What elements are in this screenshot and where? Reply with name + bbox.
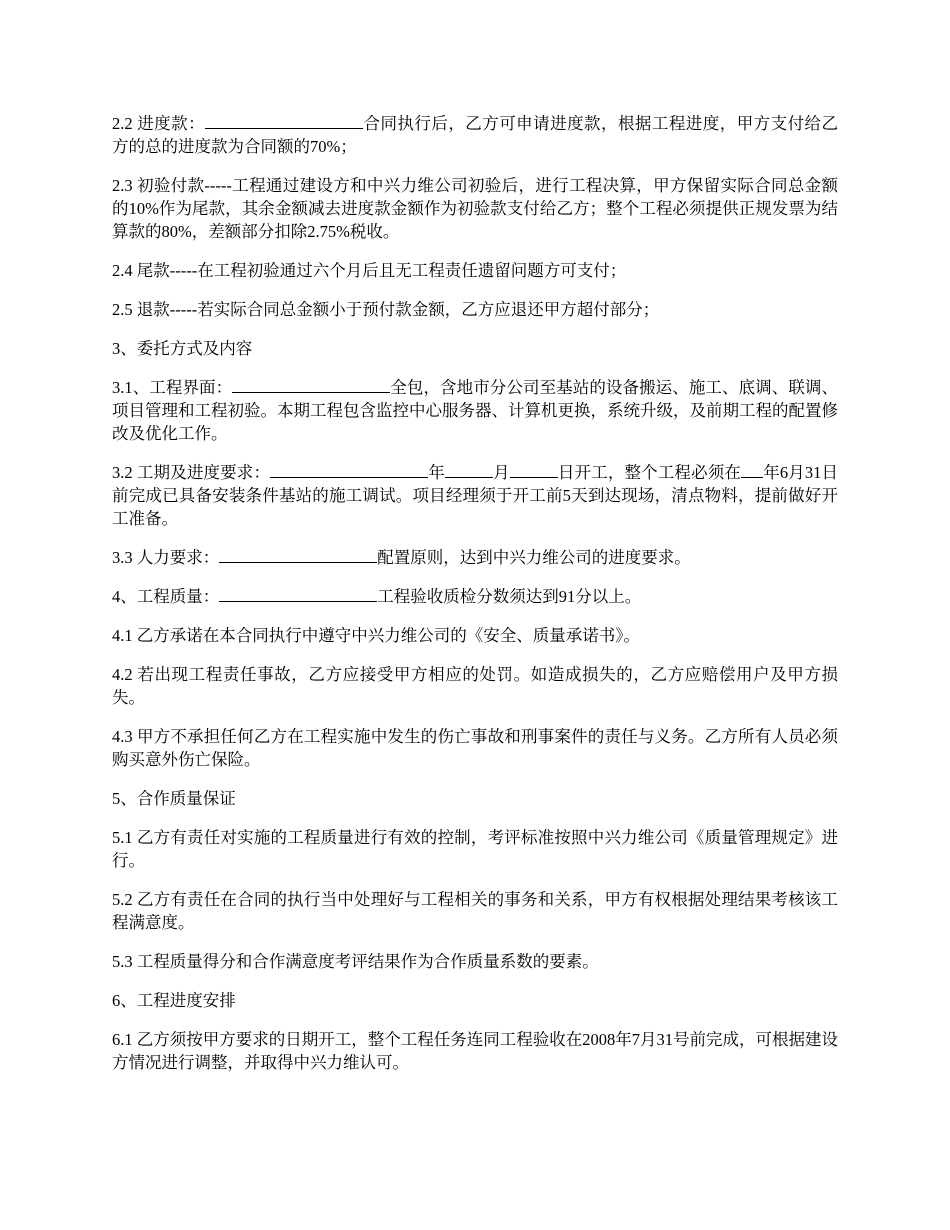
clause-4-1: 4.1 乙方承诺在本合同执行中遵守中兴力维公司的《安全、质量承诺书》。 [112, 626, 640, 645]
section-4-prefix: 4、工程质量： [112, 587, 220, 606]
clause-3-2-text: 6月31日前完成已具备安装条件基站的施工调试。项目经理须于开工前5天到达现场，清点物料，提前做好开工准备。 [112, 463, 839, 528]
clause-4-3: 4.3 甲方不承担任何乙方在工程实施中发生的伤亡事故和刑事案件的责任与义务。乙方所有人员必须购买意外伤亡保险。 [112, 727, 838, 769]
section-heading-5: 5、合作质量保证 [112, 789, 236, 808]
clause-3-3 [112, 546, 838, 569]
clause-3-2-month: 月 [492, 463, 510, 482]
section-heading-4 [112, 585, 838, 608]
clause-3-1-prefix: 3.1、工程界面： [112, 378, 233, 397]
clause-3-2 [112, 461, 838, 530]
clause-3-3-prefix: 3.3 人力要求： [112, 548, 220, 567]
clause-3-3-text: 配置原则，达到中兴力维公司的进度要求。 [377, 548, 691, 567]
blank-line [219, 587, 377, 602]
clause-3-2-year: 年 [428, 463, 445, 482]
clause-3-2-day-text: 日开工，整个工程必须在 [557, 463, 742, 482]
clause-3-1-text: 全包，含地市分公司至基站的设备搬运、施工、底调、联调、项目管理和工程初验。本期工程包含监控中心服务器、计算机更换，系统升级，及前期工程的配置修改及优化工作。 [112, 378, 839, 443]
clause-2-4: 2.4 尾款-----在工程初验通过六个月后且无工程责任遗留问题方可支付； [112, 261, 627, 280]
blank-line [232, 378, 390, 393]
section-heading-3: 3、委托方式及内容 [112, 339, 253, 358]
blank-line [270, 463, 428, 478]
clause-5-1: 5.1 乙方有责任对实施的工程质量进行有效的控制，考评标准按照中兴力维公司《质量管理规定》进行。 [112, 828, 838, 870]
clause-3-2-year2: 年 [763, 463, 780, 482]
clause-3-2-prefix: 3.2 工期及进度要求： [112, 463, 271, 482]
clause-4-2: 4.2 若出现工程责任事故，乙方应接受甲方相应的处罚。如造成损失的，乙方应赔偿用户及甲方损失。 [112, 665, 838, 707]
clause-2-2-prefix: 2.2 进度款： [112, 114, 206, 133]
clause-5-2: 5.2 乙方有责任在合同的执行当中处理好与工程相关的事务和关系，甲方有权根据处理结果考核该工程满意度。 [112, 890, 838, 932]
clause-3-1 [112, 376, 838, 445]
blank-line [445, 463, 493, 478]
clause-2-5: 2.5 退款-----若实际合同总金额小于预付款金额，乙方应退还甲方超付部分； [112, 300, 660, 319]
clause-6-1: 6.1 乙方须按甲方要求的日期开工，整个工程任务连同工程验收在2008年7月31号前完成，可根据建设方情况进行调整，并取得中兴力维认可。 [112, 1030, 838, 1072]
blank-line [510, 463, 558, 478]
blank-line [219, 548, 377, 563]
clause-2-3: 2.3 初验付款-----工程通过建设方和中兴力维公司初验后，进行工程决算，甲方保留实际合同总金额的10%作为尾款，其余金额减去进度款金额作为初验款支付给乙方；整个工程必须提供正规发票为结算款的80%，差额部分扣除2.75%税收。 [112, 176, 838, 241]
section-4-text: 工程验收质检分数须达到91分以上。 [377, 587, 642, 606]
clause-2-2 [112, 112, 838, 158]
blank-line [205, 114, 363, 129]
clause-2-2-text: 合同执行后，乙方可申请进度款，根据工程进度，甲方支付给乙方的总的进度款为合同额的70%； [112, 114, 839, 156]
clause-5-3: 5.3 工程质量得分和合作满意度考评结果作为合作质量系数的要素。 [112, 952, 599, 971]
section-heading-6: 6、工程进度安排 [112, 991, 236, 1010]
blank-line [741, 463, 763, 478]
